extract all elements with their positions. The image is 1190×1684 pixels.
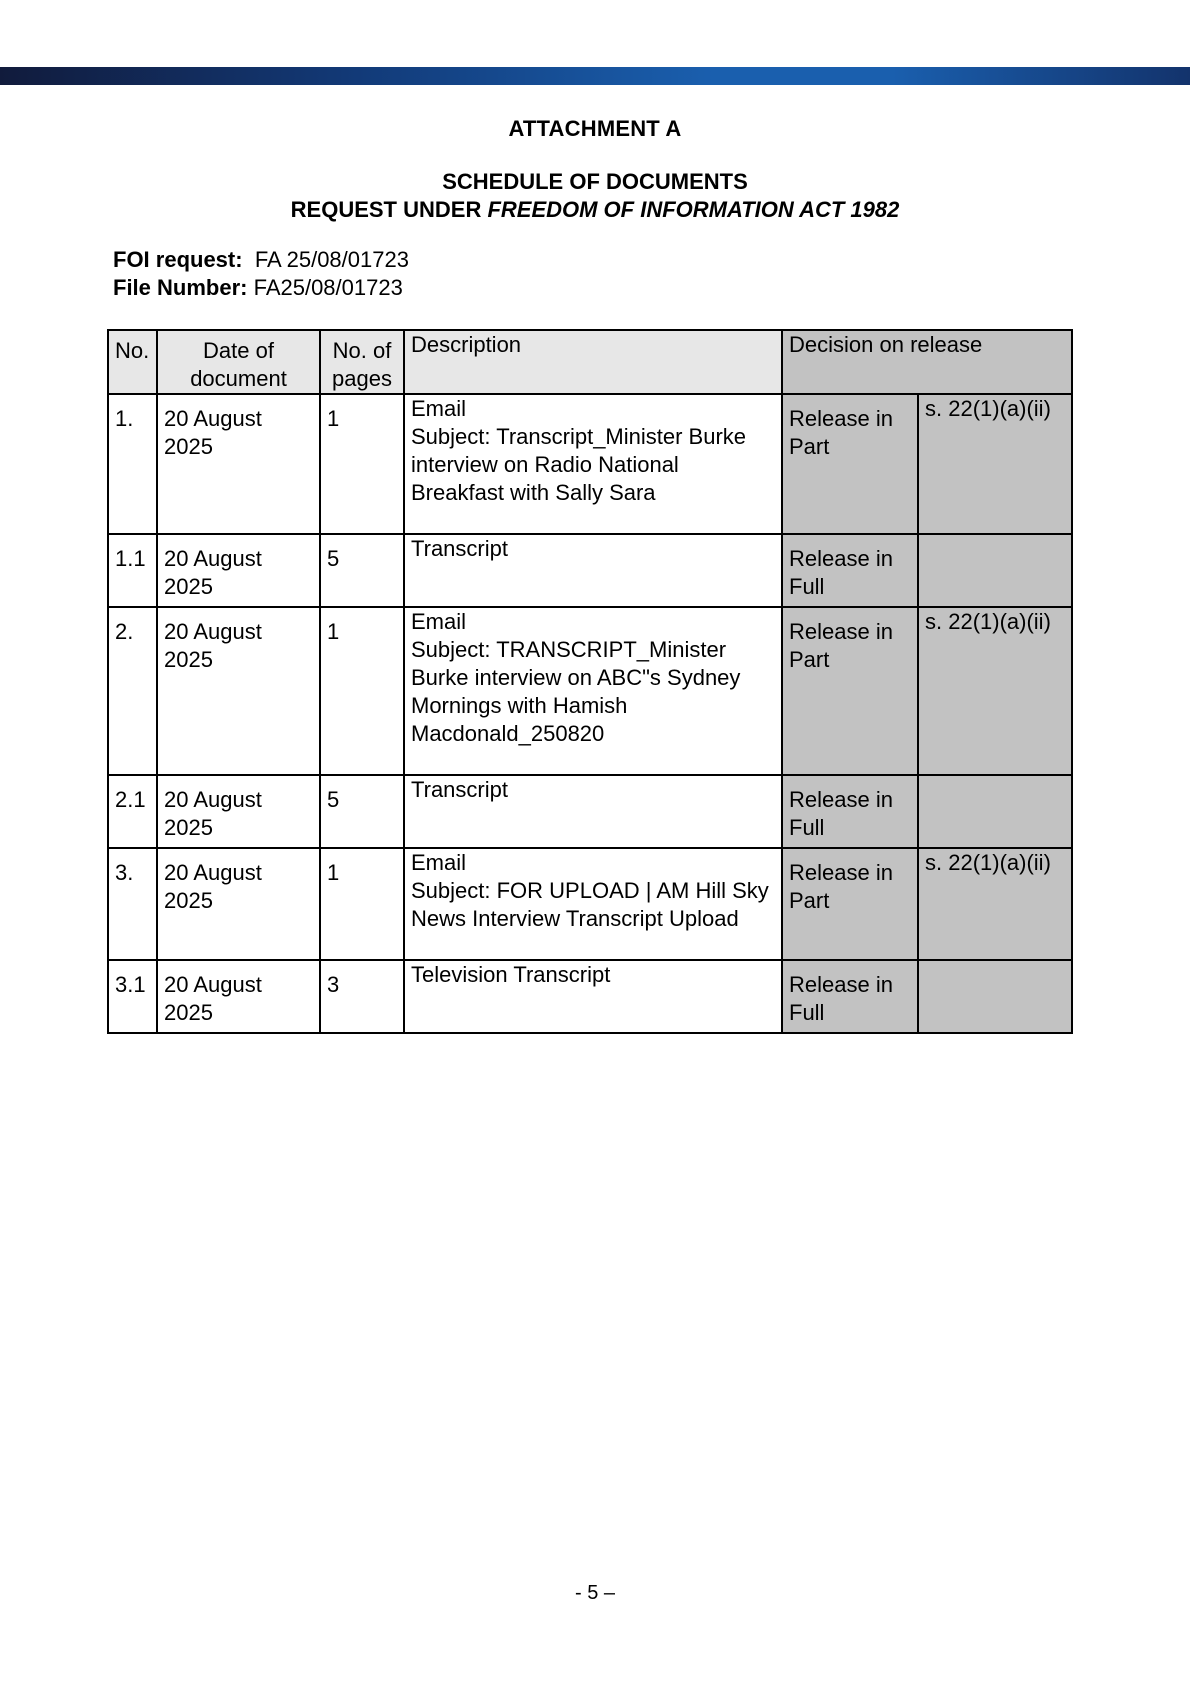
row-decision-line1: Release in (789, 860, 893, 885)
table-row (108, 775, 1072, 848)
row-number: 1. (108, 394, 157, 534)
file-number-line (113, 274, 409, 302)
row-date-line2: 2025 (164, 434, 213, 459)
row-date (157, 960, 320, 1033)
row-decision (782, 607, 918, 775)
row-desc-line2: Subject: Transcript_Minister Burke (411, 424, 747, 449)
file-number-value: FA25/08/01723 (253, 275, 403, 300)
table-row (108, 607, 1072, 775)
row-decision (782, 960, 918, 1033)
row-decision (782, 394, 918, 534)
row-description (404, 607, 782, 775)
row-decision-line1: Release in (789, 619, 893, 644)
row-date-line2: 2025 (164, 815, 213, 840)
row-decision (782, 775, 918, 848)
row-date-line1: 20 August (164, 860, 262, 885)
row-date-line2: 2025 (164, 647, 213, 672)
schedule-title (0, 168, 1190, 224)
table-row (108, 534, 1072, 607)
row-pages: 1 (320, 607, 404, 775)
row-exemption: s. 22(1)(a)(ii) (918, 607, 1072, 775)
row-desc-line4: Mornings with Hamish (411, 693, 628, 718)
request-under-text: REQUEST UNDER (290, 197, 488, 222)
row-date-line1: 20 August (164, 406, 262, 431)
table-header-row (108, 330, 1072, 394)
row-description (404, 775, 782, 848)
row-date-line1: 20 August (164, 972, 262, 997)
row-desc-line4: Breakfast with Sally Sara (411, 480, 656, 505)
row-decision-line2: Full (789, 574, 825, 599)
row-exemption (918, 775, 1072, 848)
row-number: 2. (108, 607, 157, 775)
foi-request-label: FOI request: (113, 247, 243, 272)
row-desc-line3: News Interview Transcript Upload (411, 906, 739, 931)
row-date-line1: 20 August (164, 546, 262, 571)
row-date-line1: 20 August (164, 619, 262, 644)
act-name: FREEDOM OF INFORMATION ACT 1982 (487, 197, 900, 222)
header-date-line2: document (190, 366, 287, 391)
row-pages: 5 (320, 775, 404, 848)
row-date-line2: 2025 (164, 574, 213, 599)
row-exemption: s. 22(1)(a)(ii) (918, 394, 1072, 534)
row-desc-line5: Macdonald_250820 (411, 721, 605, 746)
row-decision-line1: Release in (789, 972, 893, 997)
foi-request-value: FA 25/08/01723 (254, 247, 409, 272)
row-exemption (918, 960, 1072, 1033)
row-decision-line1: Release in (789, 406, 893, 431)
row-date (157, 394, 320, 534)
header-pages-line2: pages (332, 366, 392, 391)
row-desc-line1: Transcript (411, 777, 508, 802)
request-metadata (113, 246, 409, 302)
schedule-table (107, 329, 1073, 1034)
row-number: 2.1 (108, 775, 157, 848)
row-decision-line1: Release in (789, 787, 893, 812)
page-number: - 5 – (574, 1582, 616, 1604)
table-row (108, 960, 1072, 1033)
row-decision-line2: Part (789, 434, 830, 459)
row-number: 3.1 (108, 960, 157, 1033)
file-number-label: File Number: (113, 275, 248, 300)
row-date (157, 534, 320, 607)
row-desc-line1: Email (411, 396, 467, 421)
row-desc-line1: Email (411, 609, 467, 634)
row-exemption: s. 22(1)(a)(ii) (918, 848, 1072, 960)
row-decision-line2: Full (789, 815, 825, 840)
header-date-line1: Date of (203, 338, 274, 363)
row-desc-line3: interview on Radio National (411, 452, 679, 477)
row-description (404, 534, 782, 607)
schedule-title-line2 (0, 196, 1190, 224)
row-date (157, 848, 320, 960)
row-pages: 1 (320, 848, 404, 960)
row-decision-line1: Release in (789, 546, 893, 571)
row-pages: 3 (320, 960, 404, 1033)
row-date-line1: 20 August (164, 787, 262, 812)
row-number: 3. (108, 848, 157, 960)
schedule-title-line1: SCHEDULE OF DOCUMENTS (442, 169, 748, 194)
foi-request-line (113, 246, 409, 274)
row-date-line2: 2025 (164, 1000, 213, 1025)
row-exemption (918, 534, 1072, 607)
row-desc-line3: Burke interview on ABC"s Sydney (411, 665, 741, 690)
header-date (157, 330, 320, 394)
row-decision (782, 848, 918, 960)
header-decision: Decision on release (782, 330, 1072, 394)
row-date-line2: 2025 (164, 888, 213, 913)
header-pages-line1: No. of (332, 338, 392, 363)
row-date (157, 775, 320, 848)
row-description (404, 960, 782, 1033)
row-decision-line2: Full (789, 1000, 825, 1025)
row-desc-line1: Transcript (411, 536, 508, 561)
row-pages: 5 (320, 534, 404, 607)
row-decision (782, 534, 918, 607)
header-description: Description (404, 330, 782, 394)
header-no: No. (108, 330, 157, 394)
row-desc-line2: Subject: TRANSCRIPT_Minister (411, 637, 727, 662)
row-number: 1.1 (108, 534, 157, 607)
row-description (404, 848, 782, 960)
table-row (108, 848, 1072, 960)
row-description (404, 394, 782, 534)
row-date (157, 607, 320, 775)
header-color-band (0, 67, 1190, 85)
attachment-title: ATTACHMENT A (508, 116, 682, 141)
row-decision-line2: Part (789, 647, 830, 672)
header-pages (320, 330, 404, 394)
row-desc-line2: Subject: FOR UPLOAD | AM Hill Sky (411, 878, 769, 903)
row-desc-line1: Television Transcript (411, 962, 611, 987)
row-desc-line1: Email (411, 850, 467, 875)
row-pages: 1 (320, 394, 404, 534)
row-decision-line2: Part (789, 888, 830, 913)
table-row (108, 394, 1072, 534)
